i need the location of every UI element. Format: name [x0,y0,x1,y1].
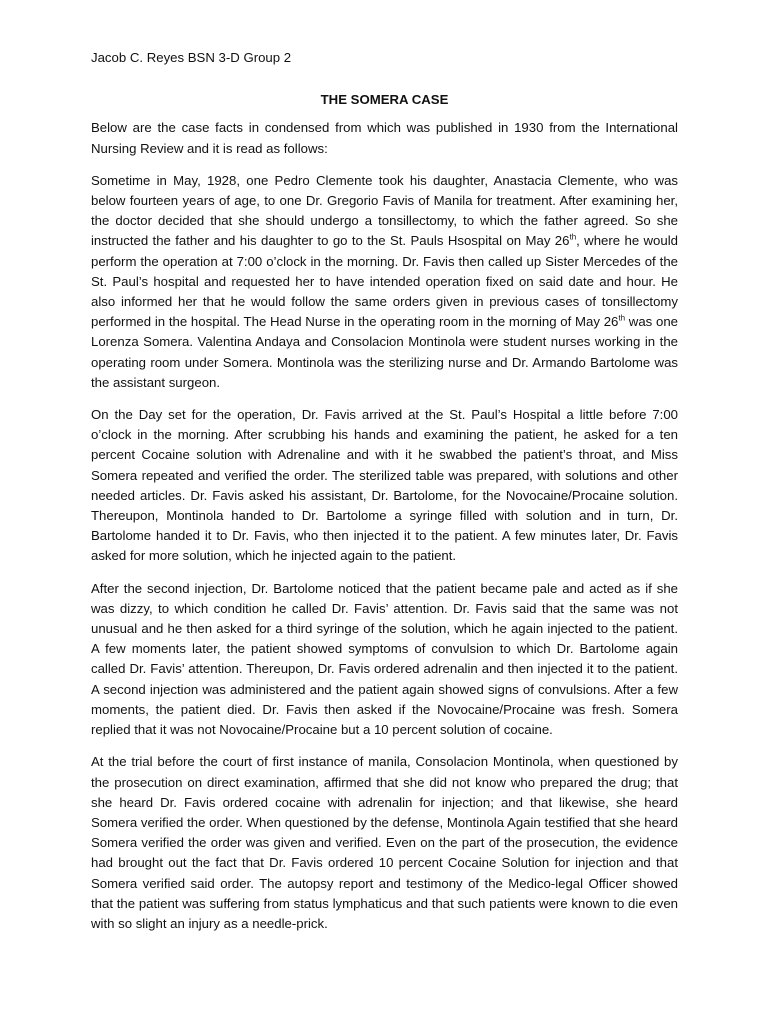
document-body [91,48,678,946]
ordinal-superscript: th [618,313,626,323]
intro-paragraph: Below are the case facts in condensed from which was published in 1930 from the International Nursing Review and it is read as follows: [91,120,678,156]
paragraph-text: was one Lorenza Somera. Valentina Andaya and Consolacion Montinola were student nurses working in the operating room under Somera. Montinola was the sterilizing nurse and Dr. Armando Bartolome was the assistant surgeon. [91,314,678,390]
paragraph-patient-death: After the second injection, Dr. Bartolome noticed that the patient became pale and acted as if she was dizzy, to which condition he called Dr. Favis’ attention. Dr. Favis said that the same was not unusual and he then asked for a third syringe of the solution, which he again injected to the patient. A few moments later, the patient showed symptoms of convulsion to which Dr. Bartolome again called Dr. Favis’ attention. Thereupon, Dr. Favis ordered adrenalin and then injected it to the patient. A second injection was administered and the patient again showed signs of convulsions. After a few moments, the patient died. Dr. Favis then asked if the Novocaine/Procaine was fresh. Somera replied that it was not Novocaine/Procaine but a 10 percent solution of cocaine. [91,580,678,738]
paragraph-trial: At the trial before the court of first instance of manila, Consolacion Montinola, when questioned by the prosecution on direct examination, affirmed that she did not know who prepared the drug; that she heard Dr. Favis ordered cocaine with adrenalin for injection; and that likewise, she heard Somera verified the order. When questioned by the defense, Montinola Again testified that she heard Somera verified the order was given and verified. Even on the part of the prosecution, the evidence had brought out the fact that Dr. Favis ordered 10 percent Cocaine Solution for injection and that Somera verified said order. The autopsy report and testimony of the Medico-legal Officer showed that the patient was suffering from status lymphaticus and that such patients were known to die even with so slight an injury as a needle-prick. [91,754,678,931]
paragraph-text: Sometime in May, 1928, one Pedro Clemente took his daughter, Anastacia Clemente, who was below fourteen years of age, to one Dr. Gregorio Favis of Manila for treatment. After examining her, the doctor decided that she should undergo a tonsillectomy, to which the father agreed. So she instructed the father and his daughter to go to the St. Pauls Hsospital on May 26 [91,172,678,249]
author-line: Jacob C. Reyes BSN 3-D Group 2 [91,50,292,65]
paragraph-operation-day: On the Day set for the operation, Dr. Favis arrived at the St. Paul’s Hospital a little before 7:00 o’clock in the morning. After scrubbing his hands and examining the patient, he asked for a ten percent Cocaine solution with Adrenaline and with it he swabbed the patient’s throat, and Miss Somera repeated and verified the order. The sterilized table was prepared, with solutions and other needed articles. Dr. Favis asked his assistant, Dr. Bartolome, for the Novocaine/Procaine solution. Thereupon, Montinola handed to Dr. Bartolome a syringe filled with solution and in turn, Dr. Bartolome handed it to Dr. Favis, who then injected it to the patient. A few minutes later, Dr. Favis asked for more solution, which he injected again to the patient. [91,407,678,564]
paragraph-text: , where he would perform the operation at 7:00 o’clock in the morning. Dr. Favis then called up Sister Mercedes of the St. Paul’s hospital and requested her to have intended operation fixed on said date and hour. He also informed her that he would follow the same orders given in previous cases of tonsillectomy performed in the hospital. The Head Nurse in the operating room in the morning of May 26 [91,233,678,330]
document-title: THE SOMERA CASE [320,92,449,108]
ordinal-superscript: th [569,233,577,243]
paragraph-case-background [91,171,678,393]
